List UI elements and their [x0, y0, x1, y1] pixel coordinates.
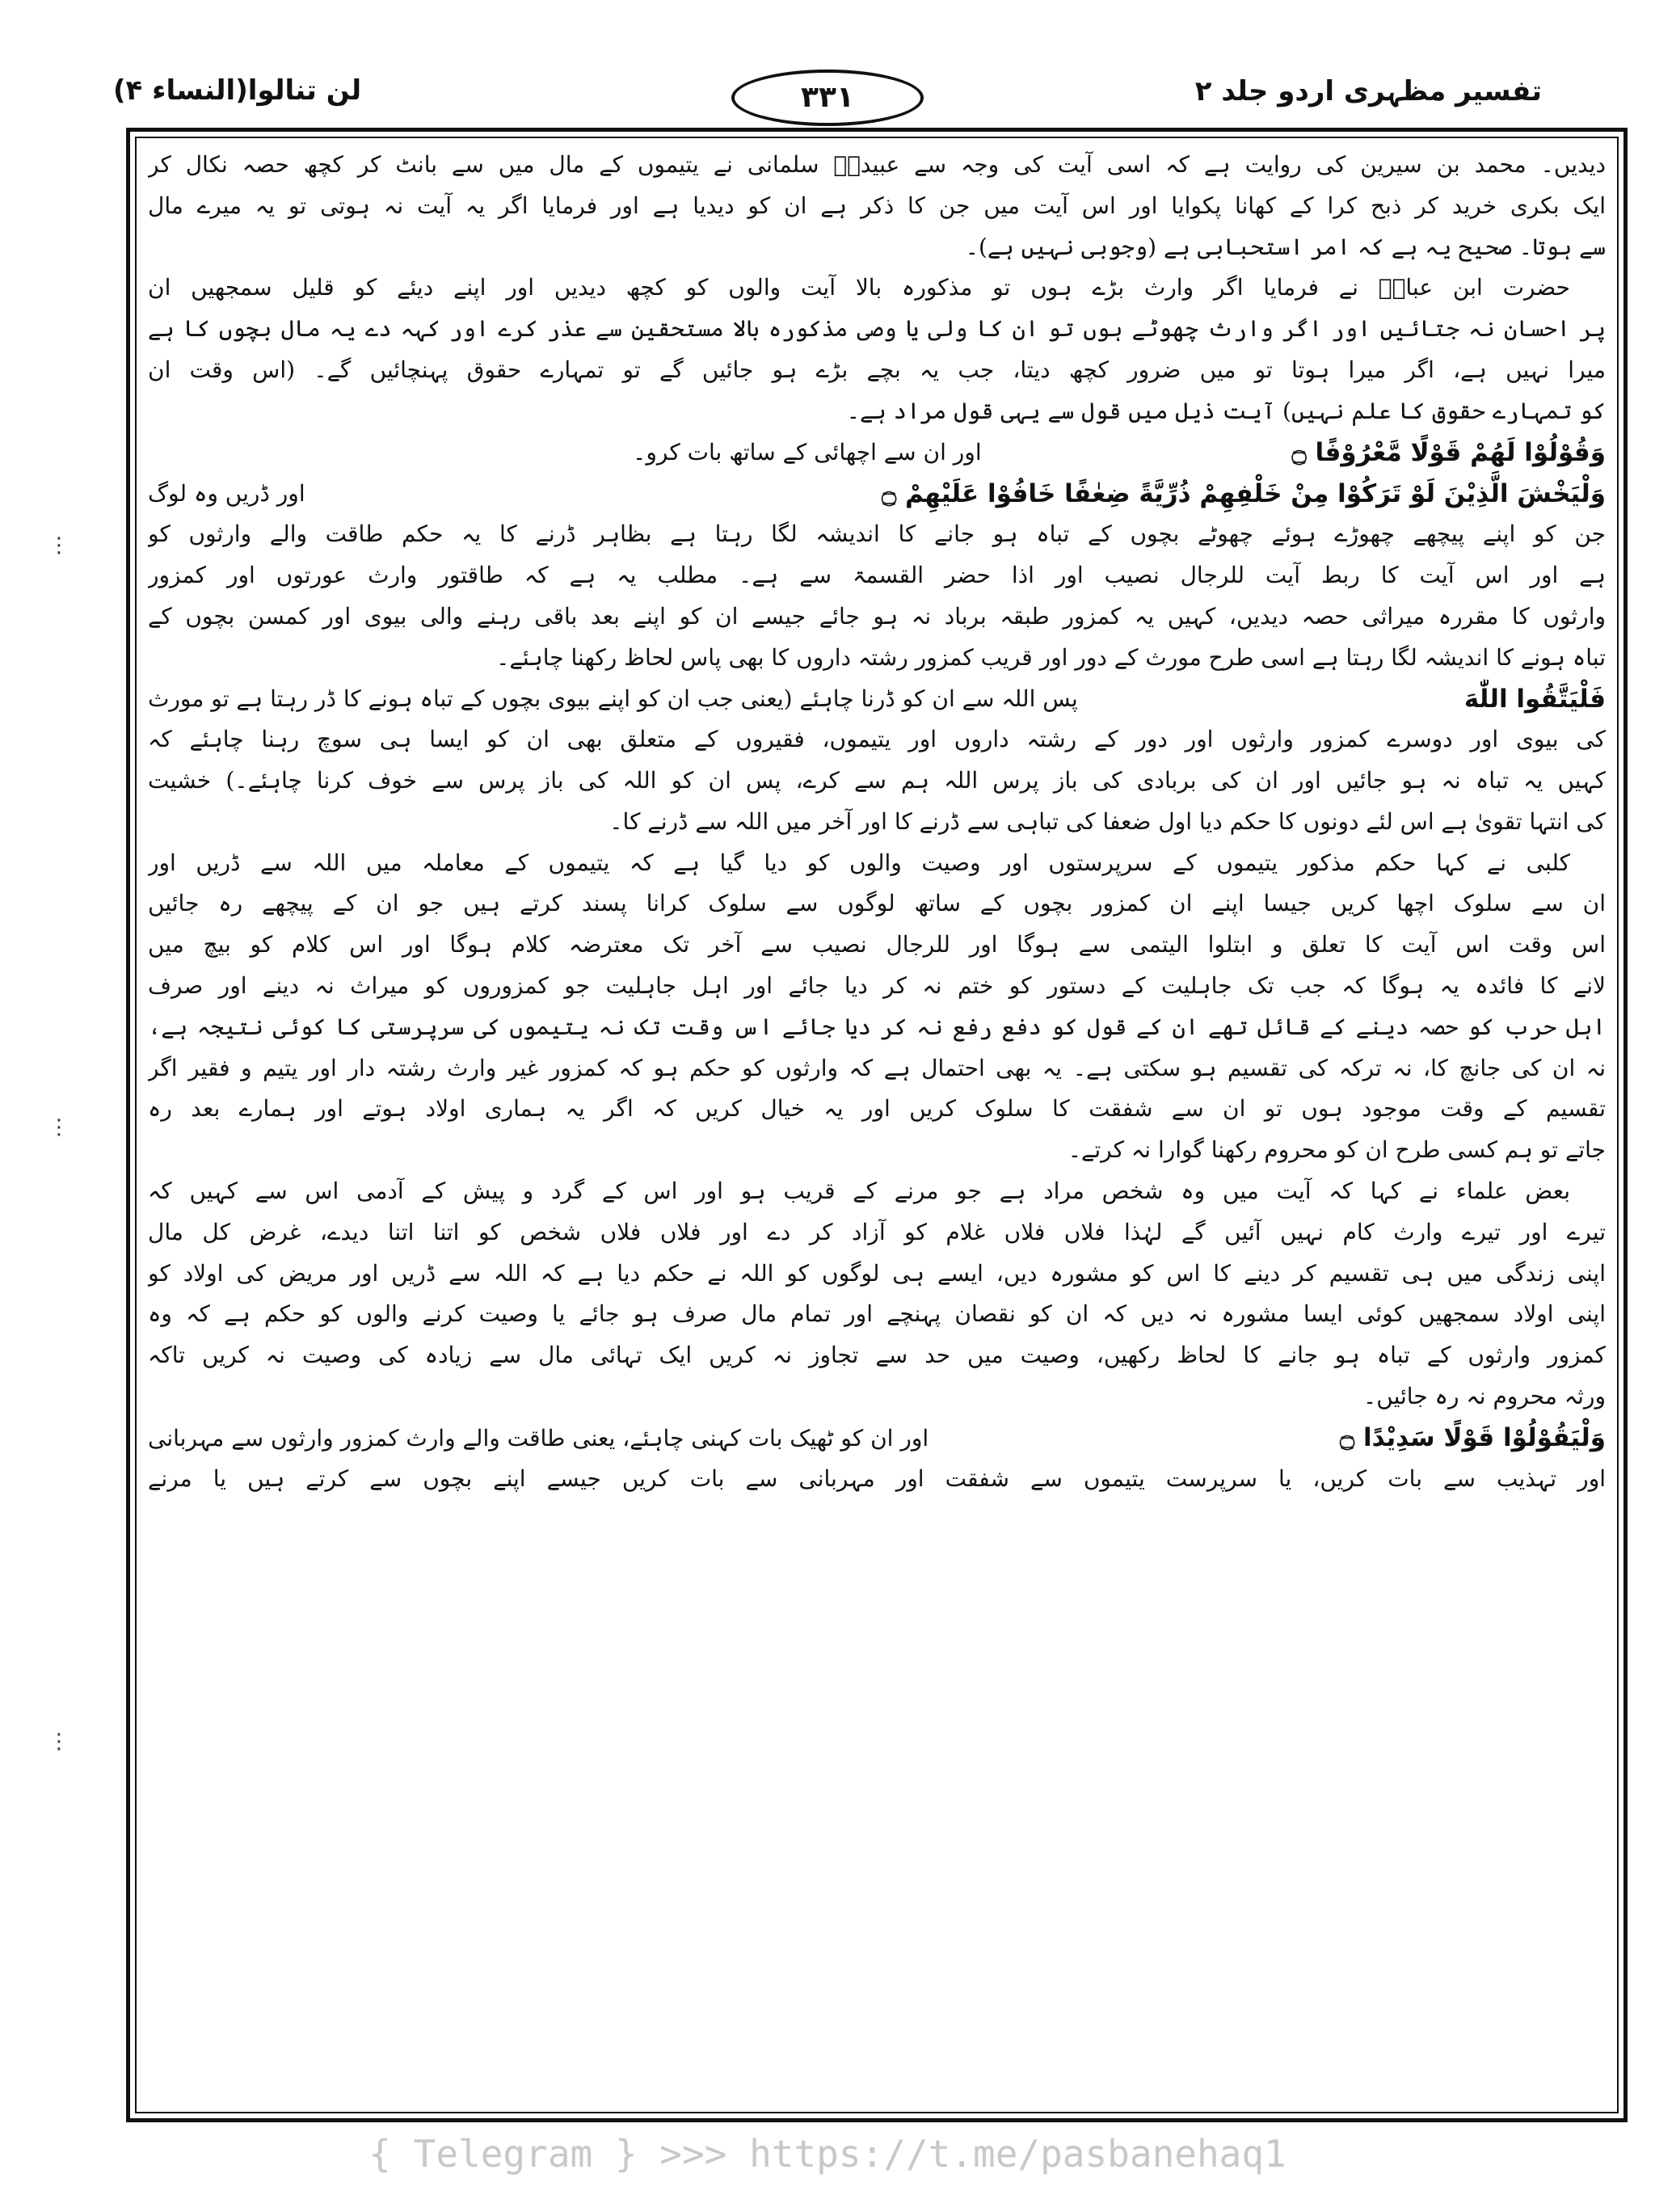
text-line: ورثہ محروم نہ رہ جائیں۔ [1362, 1382, 1606, 1409]
text-line: کہیں یہ تباہ نہ ہو جائیں اور ان کی بربادی کی باز پرس اللہ ہم سے کرے، پس ان کو اللہ کی باز پرس سے خوف کرنا چاہئے۔) خشیت [148, 766, 1606, 794]
verse-translation: پس اللہ سے ان کو ڈرنا چاہئے (یعنی جب ان کو اپنے بیوی بچوں کے تباہ ہونے کا ڈر رہتا ہے تو مورث [148, 685, 1078, 713]
text-line: اپنی اولاد سمجھیں کوئی ایسا مشورہ نہ دیں کہ ان کو نقصان پہنچے اور تمام مال صرف ہو جائے یا وصیت کرنے والوں کو حکم ہے کہ وہ [148, 1300, 1606, 1328]
header-surah-label: لن تنالوا(النساء ۴) [113, 74, 362, 107]
telegram-watermark: { Telegram } >>> https://t.me/pasbanehaq1 [368, 2132, 1287, 2176]
text-line: جن کو اپنے پیچھے چھوڑے ہوئے چھوٹے بچوں کے تباہ ہو جانے کا اندیشہ لگا رہتا ہے بظاہر ڈرنے کا یہ حکم طاقت والے وارثوں کو [148, 520, 1606, 548]
verse-translation: اور ان کو ٹھیک بات کہنی چاہئے، یعنی طاقت والے وارث کمزور وارثوں سے مہربانی [148, 1424, 929, 1451]
page-header [113, 74, 1542, 124]
quran-verse: وَلْيَقُوْلُوْا قَوْلًا سَدِيْدًا ۝ [1340, 1423, 1606, 1453]
text-line: بعض علماء نے کہا کہ آیت میں وہ شخص مراد ہے جو مرنے کے قریب ہو اور اس کے گرد و پیش کے آدمی اس سے کہیں کہ [148, 1177, 1570, 1204]
text-line: تیرے اور تیرے وارث کام نہیں آئیں گے لہٰذا فلاں فلاں غلام کو آزاد کر دے اور فلاں فلاں شخص کو اتنا اتنا دیدے، غرض کل مال [148, 1218, 1606, 1245]
text-line: میرا نہیں ہے، اگر میرا ہوتا تو میں ضرور کچھ دیتا، جب یہ بچے بڑے ہو جائیں گے تو تمہارے حقوق پہنچائیں گے۔ (اس وقت ان [148, 356, 1606, 383]
text-line: کمزور وارثوں کے تباہ ہو جانے کا لحاظ رکھیں، وصیت میں حد سے تجاوز نہ کریں ایک تہائی مال سے زیادہ کی وصیت نہ کریں تاکہ [148, 1342, 1606, 1369]
text-line: کی انتہا تقویٰ ہے اس لئے دونوں کا حکم دیا اول ضعفا کی تباہی سے ڈرنے کا اور آخر میں اللہ سے ڈرنے کا۔ [609, 807, 1606, 835]
page-number: ۳۳۱ [731, 70, 924, 126]
text-line: کلبی نے کہا حکم مذکور یتیموں کے سرپرستوں اور وصیت والوں کو دیا گیا ہے کہ یتیموں کے معاملہ میں اللہ سے ڈریں اور [148, 849, 1570, 876]
header-book-title: تفسیر مظہری اردو جلد ۲ [1194, 75, 1542, 107]
text-line: تباہ ہونے کا اندیشہ لگا رہتا ہے اسی طرح مورث کے دور اور قریب کمزور رشتہ داروں کا بھی پاس لحاظ رکھنا چاہئے۔ [496, 643, 1606, 671]
text-line: پر احسان نہ جتائیں اور اگر وارث چھوٹے ہوں تو ان کا ولی یا وصی مذکورہ بالا مستحقین سے عذر کرے اور کہہ دے یہ مال بچوں کا ہے [148, 315, 1606, 343]
text-line: اس وقت اس آیت کا تعلق و ابتلوا الیتمی سے ہوگا اور للرجال نصیب سے آخر تک معترضہ کلام ہوگا اور اس کلام کو بیچ میں [148, 931, 1606, 959]
verse-row-1 [148, 432, 1606, 474]
page-body [148, 145, 1606, 2105]
text-line: اور تہذیب سے بات کریں، یا سرپرست یتیموں سے شفقت اور مہربانی سے بات کریں جیسے اپنے بچوں سے کرتے ہیں یا مرنے [148, 1464, 1606, 1492]
text-line: دیدیں۔ محمد بن سیرین کی روایت ہے کہ اسی آیت کی وجہ سے عبیدہؓ سلمانی نے یتیموں کے مال میں سے بانٹ کر کچھ حصہ نکال کر [148, 151, 1606, 178]
text-line: نہ ان کی جانچ کا، نہ ترکہ کی تقسیم ہو سکتی ہے۔ یہ بھی احتمال ہے کہ وارثوں کو حکم ہو کہ کمزور غیر وارث رشتہ دار اور یتیم و فقیر اگر [148, 1054, 1606, 1081]
text-line: ان سے سلوک اچھا کریں جیسا اپنے ان کمزور بچوں کے ساتھ لوگوں سے سلوک کرانا پسند کرتے ہیں جو ان کے پیچھے رہ جائیں [148, 890, 1606, 917]
text-line: وارثوں کا مقررہ میراثی حصہ دیدیں، کہیں یہ کمزور طبقہ برباد نہ ہو جائے جیسے ان کو اپنے بعد باقی رہنے والی بیوی اور کمسن بچوں کے [148, 602, 1606, 630]
paragraph-7 [148, 1459, 1606, 1500]
verse-row-2 [148, 473, 1606, 514]
text-line: لانے کا فائدہ یہ ہوگا کہ جب تک جاہلیت کے دستور کو ختم نہ کر دیا جائے اور اہل جاہلیت جو کمزوروں کو میراث نہ دینے اور صرف [148, 971, 1606, 999]
text-line: کو تمہارے حقوق کا علم نہیں) آیت ذیل میں قول سے یہی قول مراد ہے۔ [846, 397, 1606, 424]
text-line: سے ہوتا۔ صحیح یہ ہے کہ امر استحبابی ہے (وجوبی نہیں ہے)۔ [965, 233, 1606, 260]
margin-mark: ⋮ [48, 533, 69, 558]
quran-verse: فَلْيَتَّقُوا اللّٰهَ [1463, 684, 1606, 714]
paragraph-2 [148, 268, 1606, 432]
text-line: تقسیم کے وقت موجود ہوں تو ان سے شفقت کا سلوک کریں اور یہ خیال کریں کہ اگر یہ ہماری اولاد ہوتے اور ہمارے بعد رہ [148, 1095, 1606, 1123]
margin-mark: ⋮ [48, 1115, 69, 1140]
paragraph-5 [148, 843, 1606, 1171]
verse-row-3 [148, 678, 1606, 719]
verse-row-4 [148, 1418, 1606, 1459]
paragraph-4 [148, 719, 1606, 842]
paragraph-3 [148, 514, 1606, 678]
text-line: اہل حرب کو حصہ دینے کے قائل تھے ان کے قول کو دفع رفع نہ کر دیا جائے اس وقت تک نہ یتیموں کی سرپرستی کا کوئی نتیجہ ہے، [148, 1013, 1606, 1040]
text-line: حضرت ابن عباسؓ نے فرمایا اگر وارث بڑے ہوں تو مذکورہ بالا آیت والوں کو کچھ دیدیں اور اپنے دیئے کو قلیل سمجھیں ان [148, 274, 1570, 301]
verse-translation: اور ڈریں وہ لوگ [148, 480, 305, 508]
text-line: ہے اور اس آیت کا ربط آیت للرجال نصیب اور اذا حضر القسمۃ سے ہے۔ مطلب یہ ہے کہ طاقتور وارث عورتوں اور کمزور [148, 561, 1606, 588]
paragraph-1 [148, 145, 1606, 268]
text-line: اپنی زندگی میں ہی تقسیم کر دینے کا اس کو مشورہ دیں، ایسے ہی لوگوں کو اللہ نے حکم دیا ہے کہ اللہ سے ڈریں اور مریض کی اولاد کو [148, 1259, 1606, 1287]
text-line: ایک بکری خرید کر ذبح کرا کے کھانا پکوایا اور اس آیت میں جن کا ذکر ہے ان کو دیدیا ہے اور فرمایا اگر یہ آیت نہ ہوتی تو یہ میرے مال [148, 192, 1606, 219]
quran-verse: وَلْيَخْشَ الَّذِيْنَ لَوْ تَرَكُوْا مِنْ خَلْفِهِمْ ذُرِّيَّةً ضِعٰفًا خَافُوْا عَلَيْهِمْ ۝ [882, 478, 1606, 508]
text-line: جاتے تو ہم کسی طرح ان کو محروم رکھنا گوارا نہ کرتے۔ [1068, 1136, 1606, 1164]
margin-mark: ⋮ [48, 1730, 69, 1754]
page-frame [126, 128, 1628, 2122]
verse-translation: اور ان سے اچھائی کے ساتھ بات کرو۔ [633, 439, 982, 466]
quran-verse: وَقُوْلُوْا لَهُمْ قَوْلًا مَّعْرُوْفًا ۝ [1291, 437, 1606, 467]
text-line: کی بیوی اور دوسرے کمزور وارثوں اور دور کے رشتہ داروں اور یتیموں، فقیروں کے متعلق بھی ان کو ایسا ہی سوچ رہنا چاہئے کہ [148, 726, 1606, 753]
paragraph-6 [148, 1171, 1606, 1418]
